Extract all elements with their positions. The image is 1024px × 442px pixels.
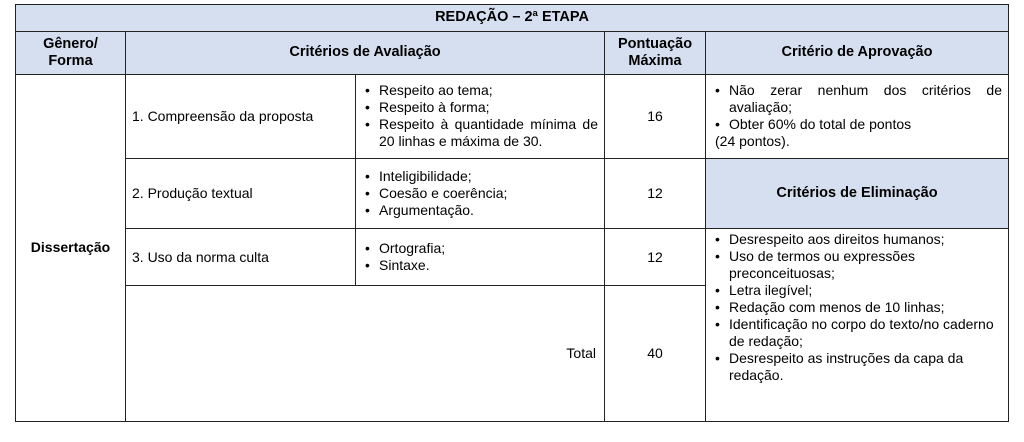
header-criterios: Critérios de Avaliação (126, 31, 605, 74)
list-item: • Uso de termos ou expressões preconceituosas; (712, 248, 1002, 282)
criterion-points: 12 (605, 159, 706, 229)
criterion-points: 16 (605, 74, 706, 158)
header-pontuacao: Pontuação Máxima (605, 31, 706, 74)
elimination-title: Critérios de Eliminação (706, 159, 1009, 229)
list-item: • Desrespeito as instruções da capa da redação. (712, 350, 1002, 384)
criterion-name: 1. Compreensão da proposta (126, 74, 356, 158)
list-item: • Respeito à forma; (362, 99, 598, 116)
header-genero: Gênero/ Forma (16, 31, 126, 74)
redacao-table (15, 4, 1009, 422)
genre-cell: Dissertação (16, 74, 126, 421)
list-item: • Redação com menos de 10 linhas; (712, 299, 1002, 316)
criterion-items (356, 228, 605, 286)
header-aprovacao: Critério de Aprovação (706, 31, 1009, 74)
list-item: • Obter 60% do total de pontos (712, 116, 1002, 133)
criterion-name: 2. Produção textual (126, 159, 356, 229)
list-item: • Argumentação. (362, 202, 598, 219)
total-label: Total (126, 286, 605, 422)
list-item: • Identificação no corpo do texto/no caderno de redação; (712, 316, 1002, 350)
criterion-items (356, 74, 605, 158)
list-item: • Ortografia; (362, 240, 598, 257)
criterion-points: 12 (605, 228, 706, 286)
criterion-items (356, 159, 605, 229)
table-title: REDAÇÃO – 2ª ETAPA (16, 5, 1009, 32)
list-item: • Inteligibilidade; (362, 168, 598, 185)
list-item: • Não zerar nenhum dos critérios de avaliação; (712, 82, 1002, 116)
list-item: • Sintaxe. (362, 257, 598, 274)
list-item: • Respeito ao tema; (362, 82, 598, 99)
list-item: • Letra ilegível; (712, 282, 1002, 299)
total-points: 40 (605, 286, 706, 422)
criterion-name: 3. Uso da norma culta (126, 228, 356, 286)
list-item: • Coesão e coerência; (362, 185, 598, 202)
elimination-cell (706, 228, 1009, 421)
approval-note: (24 pontos). (715, 133, 790, 150)
list-item: • Desrespeito aos direitos humanos; (712, 231, 1002, 248)
list-item: • Respeito à quantidade mínima de 20 linhas e máxima de 30. (362, 116, 598, 150)
approval-cell (706, 74, 1009, 158)
